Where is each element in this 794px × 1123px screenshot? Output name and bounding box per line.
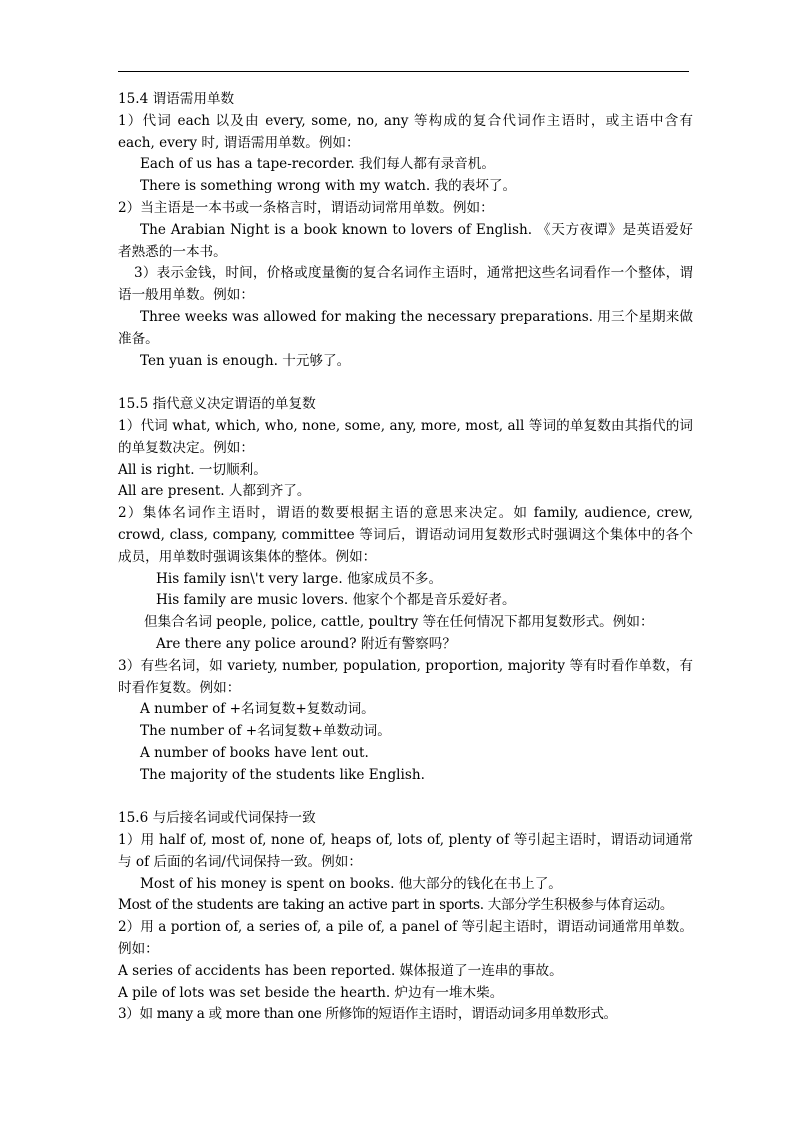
paragraph: 2）集体名词作主语时，谓语的数要根据主语的意思来决定。如 family, audience, crew, crowd, class, company, committee 等词后，谓语动词用复数形式时强调这个集体中的各个成员，用单数时强调该集体的整体。例如： [118,505,693,565]
example-sentence: Three weeks was allowed for making the necessary preparations. 用三个星期来做准备。 [118,308,693,347]
example-sentence: Most of the students are taking an active part in sports. 大部分学生积极参与体育运动。 [118,897,674,914]
example-sentence: His family are music lovers. 他家个个都是音乐爱好者。 [156,592,516,609]
paragraph: 3）如 many a 或 more than one 所修饰的短语作主语时，谓语动词多用单数形式。 [118,1006,617,1023]
paragraph: 2）当主语是一本书或一条格言时，谓语动词常用单数。例如： [118,199,494,216]
paragraph: 3）有些名词，如 variety, number, population, proportion, majority 等有时看作单数，有时看作复数。例如： [118,657,693,696]
example-sentence: All are present. 人都到齐了。 [118,483,311,500]
example-sentence: A pile of lots was set beside the hearth. 炉边有一堆木柴。 [118,984,504,1001]
example-sentence: Are there any police around? 附近有警察吗？ [156,635,456,652]
paragraph: 1）用 half of, most of, none of, heaps of, lots of, plenty of 等引起主语时，谓语动词通常与 of 后面的名词/代词保持一致。例如： [118,832,693,870]
example-sentence: His family isn\'t very large. 他家成员不多。 [156,570,443,587]
example-sentence: Most of his money is spent on books. 他大部分的钱化在书上了。 [140,875,562,892]
example-sentence: A number of +名词复数+复数动词。 [140,701,375,718]
example-sentence: There is something wrong with my watch. 我的表坏了。 [140,178,517,195]
example-sentence: All is right. 一切顺利。 [118,461,267,478]
document-body [118,89,693,1026]
example-sentence: Each of us has a tape-recorder. 我们每人都有录音机。 [140,156,495,173]
example-sentence: A number of books have lent out. [140,744,369,761]
section-heading-15-4: 15.4 谓语需用单数 [118,91,235,107]
section-heading-15-6: 15.6 与后接名词或代词保持一致 [118,810,316,827]
paragraph: 2）用 a portion of, a series of, a pile of, a panel of 等引起主语时，谓语动词通常用单数。例如： [118,919,693,958]
example-sentence: The majority of the students like English. [140,766,425,783]
paragraph: 1）代词 each 以及由 every, some, no, any 等构成的复合代词作主语时，或主语中含有 each, every 时, 谓语需用单数。例如： [118,112,693,151]
example-sentence: A series of accidents has been reported. 媒体报道了一连串的事故。 [118,962,563,979]
example-sentence: The Arabian Night is a book known to lovers of English. 《天方夜谭》是英语爱好者熟悉的一本书。 [118,221,693,260]
paragraph: 3）表示金钱，时间，价格或度量衡的复合名词作主语时，通常把这些名词看作一个整体，谓语一般用单数。例如： [118,265,693,304]
header-rule [118,71,689,72]
example-sentence: The number of +名词复数+单数动词。 [140,723,391,740]
section-heading-15-5: 15.5 指代意义决定谓语的单复数 [118,396,316,413]
paragraph: 1）代词 what, which, who, none, some, any, more, most, all 等词的单复数由其指代的词的单复数决定。例如： [118,417,693,456]
example-sentence: Ten yuan is enough. 十元够了。 [140,352,351,369]
paragraph: 但集合名词 people, police, cattle, poultry 等在任何情况下都用复数形式。例如： [144,614,654,631]
